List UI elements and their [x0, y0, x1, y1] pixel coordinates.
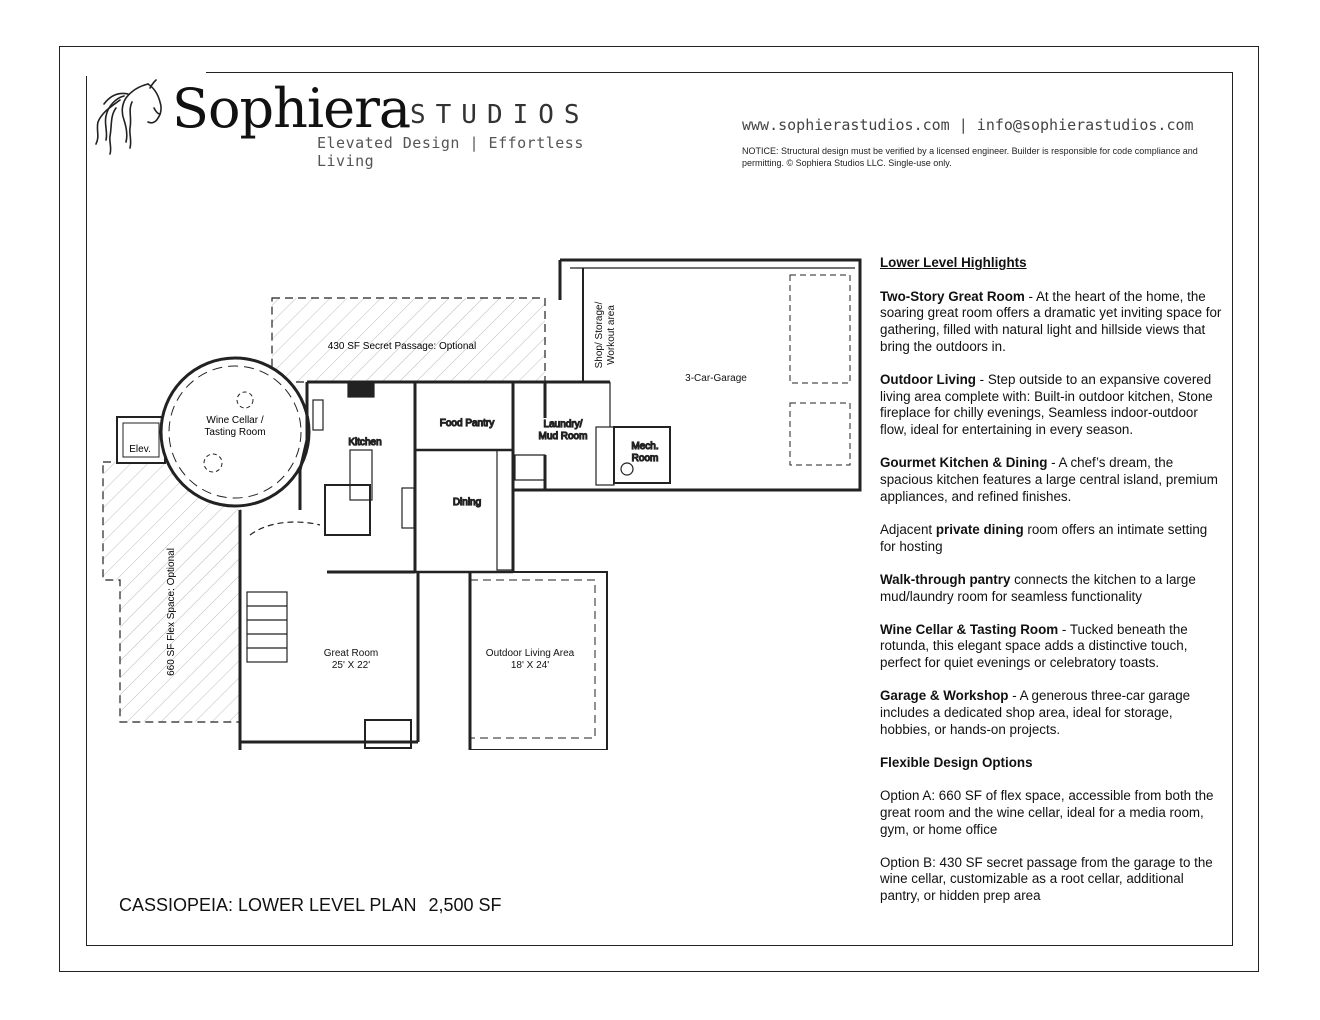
mech-room [614, 427, 670, 483]
option-a-text: Option A: 660 SF of flex space, accessible from both the great room and the wine cellar, ideal for a media room, gym, or home office [880, 788, 1214, 837]
option-b-text: Option B: 430 SF secret passage from the garage to the wine cellar, customizable as a root cellar, additional pantry, or hidden prep area [880, 854, 1213, 904]
outdoor-living-dims: 18' X 24' [510, 660, 550, 671]
highlight-item: Adjacent private dining room offers an intimate setting for hosting [880, 521, 1208, 554]
laundry-label-1: Laundry/ [543, 419, 583, 430]
horse-logo-icon [88, 78, 170, 158]
plan-area: 2,500 SF [428, 895, 502, 915]
laundry-label-2: Mud Room [538, 431, 588, 442]
wine-cellar-label-1: Wine Cellar / [206, 415, 264, 426]
elevator [117, 417, 165, 463]
shop-storage-label-1: Shop/ Storage/ [594, 301, 605, 369]
flex-options-heading: Flexible Design Options [880, 754, 1033, 770]
mech-label-2: Room [631, 453, 659, 464]
dining-label: Dining [452, 497, 482, 508]
plan-title [119, 895, 514, 916]
highlights-heading: Lower Level Highlights [880, 255, 1027, 270]
outdoor-living-label: Outdoor Living Area [485, 648, 575, 659]
elevator-label: Elev. [129, 444, 151, 455]
brand-logo [88, 78, 648, 168]
highlight-item: Gourmet Kitchen & Dining - A chef’s dream, the spacious kitchen features a large central island, premium appliances, and refined finishes. [880, 455, 1218, 504]
floor-plan [96, 250, 866, 750]
great-room [247, 522, 415, 748]
secret-passage-label: 430 SF Secret Passage: Optional [327, 341, 477, 352]
food-pantry-label: Food Pantry [439, 418, 495, 429]
highlight-item: Wine Cellar & Tasting Room - Tucked beneath the rotunda, this elegant space adds a distinctive touch, perfect for quiet evenings or celebratory toasts. [880, 621, 1188, 671]
highlight-item: Garage & Workshop - A generous three-car garage includes a dedicated shop area, ideal for storage, hobbies, or hands-on projects. [880, 688, 1191, 737]
pantry-dining [415, 418, 513, 572]
notice-text: NOTICE: Structural design must be verified by a licensed engineer. Builder is responsible for code compliance and permitting. © Sophiera Studios LLC. Single-use only. [742, 146, 1198, 168]
wine-cellar-label-2: Tasting Room [204, 427, 266, 438]
garage-label: 3-Car-Garage [685, 373, 747, 384]
shop-storage-label-2: Workout area [606, 305, 617, 365]
flex-space-label: 660 SF Flex Space: Optional [166, 548, 177, 676]
garage [545, 260, 860, 490]
laundry-mud-room [515, 419, 614, 485]
highlight-item: Two-Story Great Room - At the heart of the home, the soaring great room offers a dramatic yet inviting space for gathering, filled with natural light and hillside views that bring the outdoors in. [880, 288, 1222, 354]
brand-name: Sophiera [172, 77, 411, 140]
outdoor-living-area [418, 572, 607, 750]
plan-name: CASSIOPEIA: LOWER LEVEL PLAN [119, 895, 417, 915]
highlights-panel [880, 255, 1225, 921]
mech-label-1: Mech. [631, 441, 659, 452]
highlight-item: Walk-through pantry connects the kitchen to a large mud/laundry room for seamless functionality [880, 571, 1196, 604]
great-room-dims: 25' X 22' [331, 660, 371, 671]
secret-passage-area [272, 298, 545, 382]
highlight-item: Outdoor Living - Step outside to an expansive covered living area complete with: Built-in outdoor kitchen, Stone fireplace for chilly evenings, Seamless indoor-outdoor flow, ideal for entertaining in every season. [880, 372, 1213, 438]
brand-tagline: Elevated Design | Effortless Living [317, 134, 584, 170]
brand-studios: STUDIOS [410, 100, 590, 130]
great-room-label: Great Room [323, 648, 379, 659]
kitchen-fixtures [313, 383, 414, 535]
kitchen-label: Kitchen [348, 437, 382, 448]
contact-info: www.sophierastudios.com | info@sophierastudios.com [742, 116, 1194, 134]
wine-cellar-rotunda [161, 358, 309, 506]
